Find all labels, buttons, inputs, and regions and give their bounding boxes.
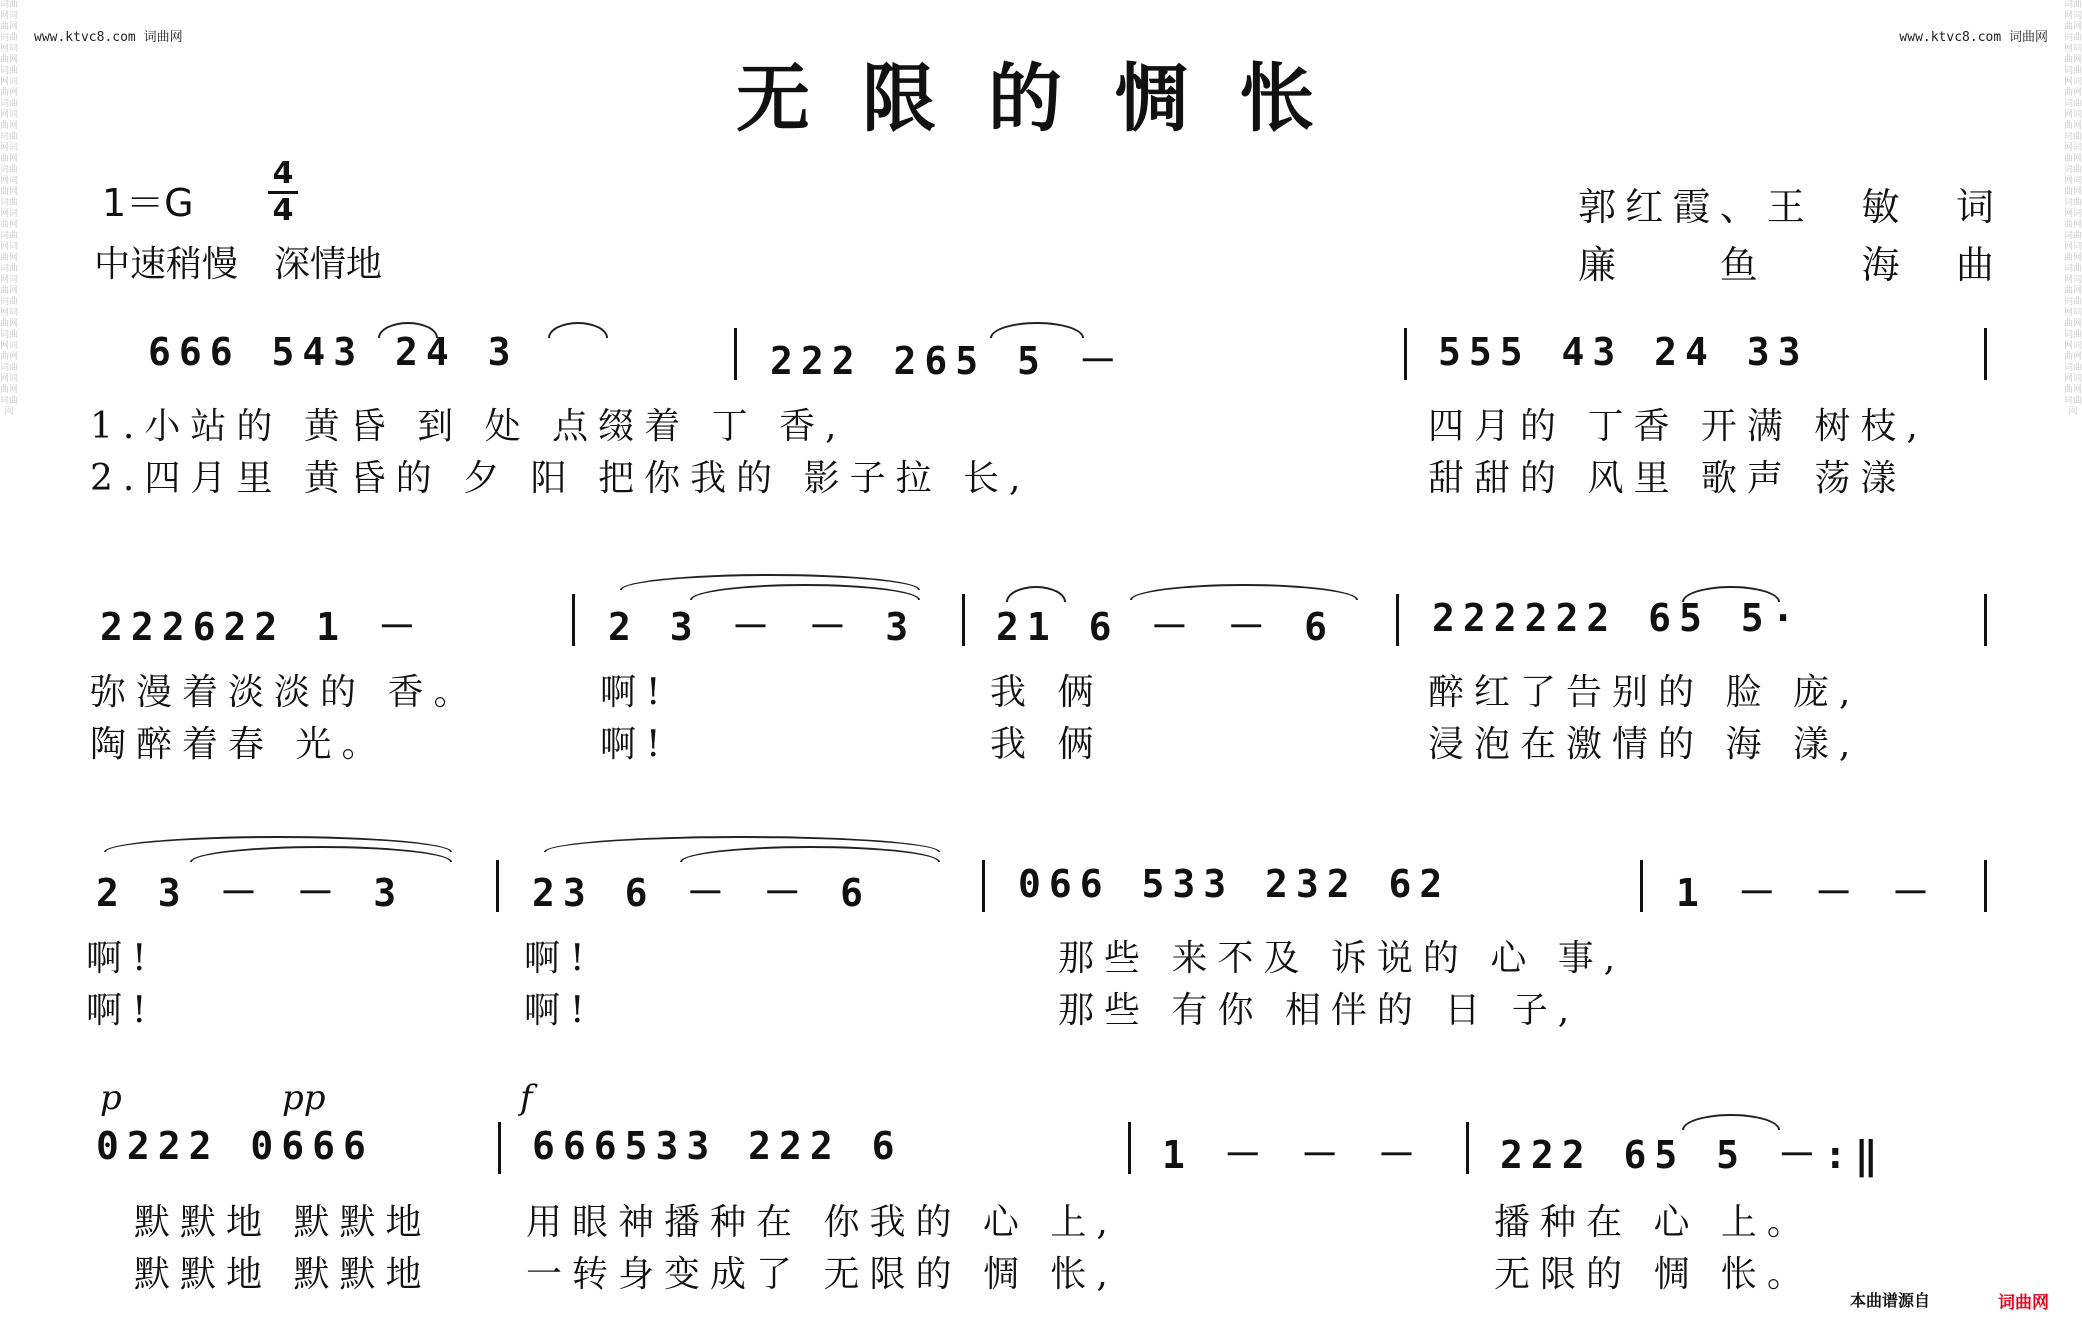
- measure-2-1: 222622 1 －: [100, 605, 424, 649]
- dynamic-piano: p: [100, 1078, 122, 1118]
- right-watermark-strip: 词曲网词曲网词曲网词曲网词曲网词曲网词曲网词曲网词曲网词曲网词曲网词曲网词曲网词曲网词曲网词曲网词曲网词曲网词曲网词曲网词曲网词曲网词曲网词曲网词曲网: [2064, 0, 2082, 417]
- verse-2-line-3b: 啊!: [524, 990, 595, 1031]
- barline: [1466, 1122, 1469, 1174]
- barline: [982, 860, 985, 912]
- time-signature-top: 4: [272, 156, 294, 191]
- verse-2-line-4b: 一转身变成了 无限的 惆 怅,: [526, 1254, 1118, 1295]
- barline: [1984, 860, 1987, 912]
- verse-2-line-4c: 无限的 惆 怅。: [1494, 1254, 1813, 1295]
- measure-2-4: 222222 65 5·: [1432, 596, 1803, 640]
- left-watermark-strip: 词曲网词曲网词曲网词曲网词曲网词曲网词曲网词曲网词曲网词曲网词曲网词曲网词曲网词曲网词曲网词曲网词曲网词曲网词曲网词曲网词曲网词曲网词曲网词曲网词曲网: [0, 0, 18, 417]
- barline: [1984, 594, 1987, 646]
- measure-4-1: 0222 0666: [96, 1124, 374, 1168]
- verse-2-line-2a: 陶醉着春 光。: [90, 724, 388, 765]
- verse-2-line-3c: 那些 有你 相伴的 日 子,: [1058, 990, 1580, 1031]
- verse-2-line-1b: 甜甜的 风里 歌声 荡漾: [1428, 458, 1907, 499]
- measure-4-3: 1 － － －: [1162, 1133, 1424, 1177]
- composer-credit: 廉 鱼 海 曲: [1578, 243, 1994, 287]
- measure-4-2: 666533 222 6: [532, 1124, 903, 1168]
- verse-1-line-1a: 1.小站的 黄昏 到 处 点缀着 丁 香,: [90, 406, 847, 447]
- song-title: 无限的惆怅: [736, 56, 1366, 142]
- measure-2-2: 2 3 － － 3: [608, 605, 917, 649]
- barline: [1404, 328, 1407, 380]
- verse-2-line-3a: 啊!: [86, 990, 157, 1031]
- verse-1-line-2d: 醉红了告别的 脸 庞,: [1428, 672, 1861, 713]
- verse-1-line-4c: 播种在 心 上。: [1494, 1202, 1813, 1243]
- barline: [572, 594, 575, 646]
- top-left-watermark: www.ktvc8.com 词曲网: [34, 30, 183, 45]
- barline: [1984, 328, 1987, 380]
- barline: [734, 328, 737, 380]
- verse-1-line-2a: 弥漫着淡淡的 香。: [90, 672, 480, 713]
- verse-2-line-2d: 浸泡在激情的 海 漾,: [1428, 724, 1861, 765]
- verse-2-line-2b: 啊!: [600, 724, 671, 765]
- lyricist-credit: 郭红霞、王 敏 词: [1578, 185, 1994, 229]
- key-signature: 1＝G: [102, 181, 194, 225]
- source-note: 本曲谱源自: [1850, 1291, 1931, 1310]
- time-signature: [268, 156, 298, 228]
- slur: [990, 322, 1084, 338]
- site-brand: 词曲网: [1998, 1293, 2049, 1313]
- slur: [1006, 586, 1066, 602]
- verse-1-line-3c: 那些 来不及 诉说的 心 事,: [1058, 938, 1626, 979]
- slur: [1130, 584, 1358, 600]
- verse-2-line-4a: 默默地 默默地: [134, 1254, 432, 1295]
- time-signature-bottom: 4: [272, 193, 294, 228]
- verse-1-line-3b: 啊!: [524, 938, 595, 979]
- verse-1-line-2c: 我 俩: [990, 672, 1104, 713]
- dynamic-forte: f: [520, 1078, 533, 1118]
- verse-1-line-4a: 默默地 默默地: [134, 1202, 432, 1243]
- barline: [1396, 594, 1399, 646]
- slur: [1682, 1114, 1780, 1130]
- measure-2-3: 21 6 － － 6: [996, 605, 1336, 649]
- verse-2-line-2c: 我 俩: [990, 724, 1104, 765]
- barline: [496, 860, 499, 912]
- tempo-marking: 中速稍慢 深情地: [94, 244, 383, 285]
- barline: [1128, 1122, 1131, 1174]
- measure-1-1: 666 543 24 3: [148, 330, 519, 374]
- measure-3-2: 23 6 － － 6: [532, 871, 872, 915]
- measure-3-4: 1 － － －: [1676, 871, 1938, 915]
- verse-2-line-1a: 2.四月里 黄昏的 夕 阳 把你我的 影子拉 长,: [90, 458, 1031, 499]
- barline: [962, 594, 965, 646]
- slur: [378, 322, 438, 338]
- barline: [498, 1122, 501, 1174]
- verse-1-line-2b: 啊!: [600, 672, 671, 713]
- measure-1-3: 555 43 24 33: [1438, 330, 1809, 374]
- verse-1-line-4b: 用眼神播种在 你我的 心 上,: [526, 1202, 1118, 1243]
- slur: [548, 322, 608, 338]
- barline: [1640, 860, 1643, 912]
- verse-1-line-1b: 四月的 丁香 开满 树枝,: [1428, 406, 1928, 447]
- dynamic-pianissimo: pp: [282, 1078, 326, 1118]
- verse-1-line-3a: 啊!: [86, 938, 157, 979]
- measure-3-3: 066 533 232 62: [1018, 862, 1451, 906]
- measure-4-4: 222 65 5 －:‖: [1500, 1133, 1886, 1177]
- slur: [1682, 586, 1780, 602]
- measure-1-2: 222 265 5 －: [770, 339, 1125, 383]
- top-right-watermark: www.ktvc8.com 词曲网: [1899, 30, 2048, 45]
- measure-3-1: 2 3 － － 3: [96, 871, 405, 915]
